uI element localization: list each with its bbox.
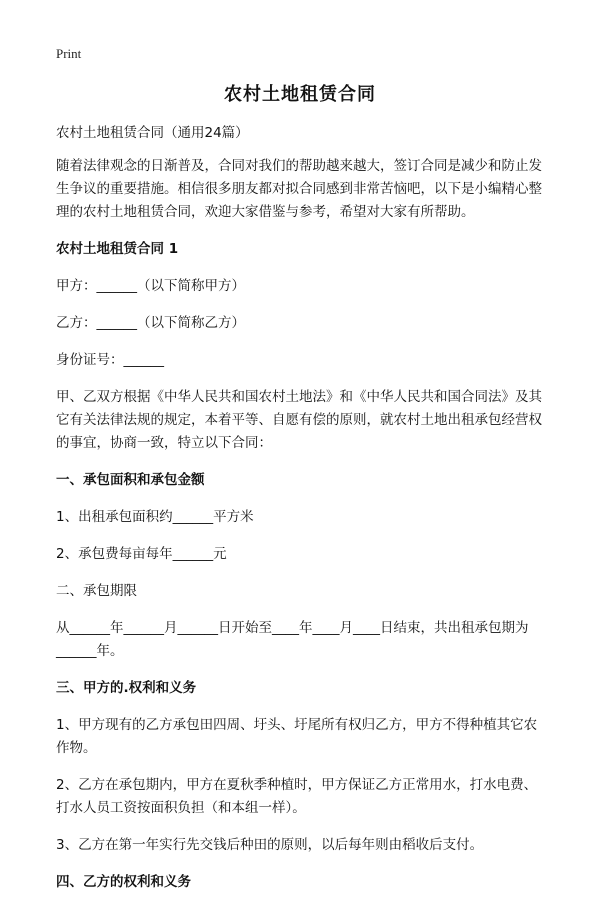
intro-paragraph: 随着法律观念的日渐普及，合同对我们的帮助越来越大，签订合同是减少和防止发生争议的重要措施。相信很多朋友都对拟合同感到非常苦恼吧，以下是小编精心整理的农村土地租赁合同，欢迎大家借鉴与参考，希望对大家有所帮助。 <box>56 158 542 220</box>
section-1-title: 一、承包面积和承包金额 <box>56 472 205 488</box>
section-2-text: 从______年______月______日开始至____年____月____日结束，共出租承包期为______年。 <box>56 620 529 659</box>
section-3-item-2: 2、乙方在承包期内，甲方在夏秋季种植时，甲方保证乙方正常用水，打水电费、打水人员工资按面积负担（和本组一样）。 <box>56 777 538 816</box>
print-link[interactable]: Print <box>56 46 82 61</box>
document-title: 农村土地租赁合同 <box>224 84 376 105</box>
preamble-paragraph: 甲、乙双方根据《中华人民共和国农村土地法》和《中华人民共和国合同法》及其它有关法律法规的规定，本着平等、自愿有偿的原则，就农村土地出租承包经营权的事宜，协商一致，特立以下合同： <box>56 389 542 451</box>
document-body <box>56 122 548 908</box>
contract-heading: 农村土地租赁合同 1 <box>56 241 179 257</box>
section-2-title: 二、承包期限 <box>56 583 137 599</box>
section-4-title: 四、乙方的权利和义务 <box>56 874 191 890</box>
section-3-title: 三、甲方的.权利和义务 <box>56 680 197 696</box>
section-1-item-2: 2、承包费每亩每年______元 <box>56 546 227 562</box>
party-a-line: 甲方：______（以下简称甲方） <box>56 278 245 294</box>
document-subtitle: 农村土地租赁合同（通用24篇） <box>56 125 249 141</box>
id-number-line: 身份证号：______ <box>56 352 164 368</box>
party-b-line: 乙方：______（以下简称乙方） <box>56 315 245 331</box>
section-1-item-1: 1、出租承包面积约______平方米 <box>56 509 254 525</box>
section-3-item-1: 1、甲方现有的乙方承包田四周、圩头、圩尾所有权归乙方，甲方不得种植其它农作物。 <box>56 717 538 756</box>
section-3-item-3: 3、乙方在第一年实行先交钱后种田的原则，以后每年则由稻收后支付。 <box>56 837 484 853</box>
